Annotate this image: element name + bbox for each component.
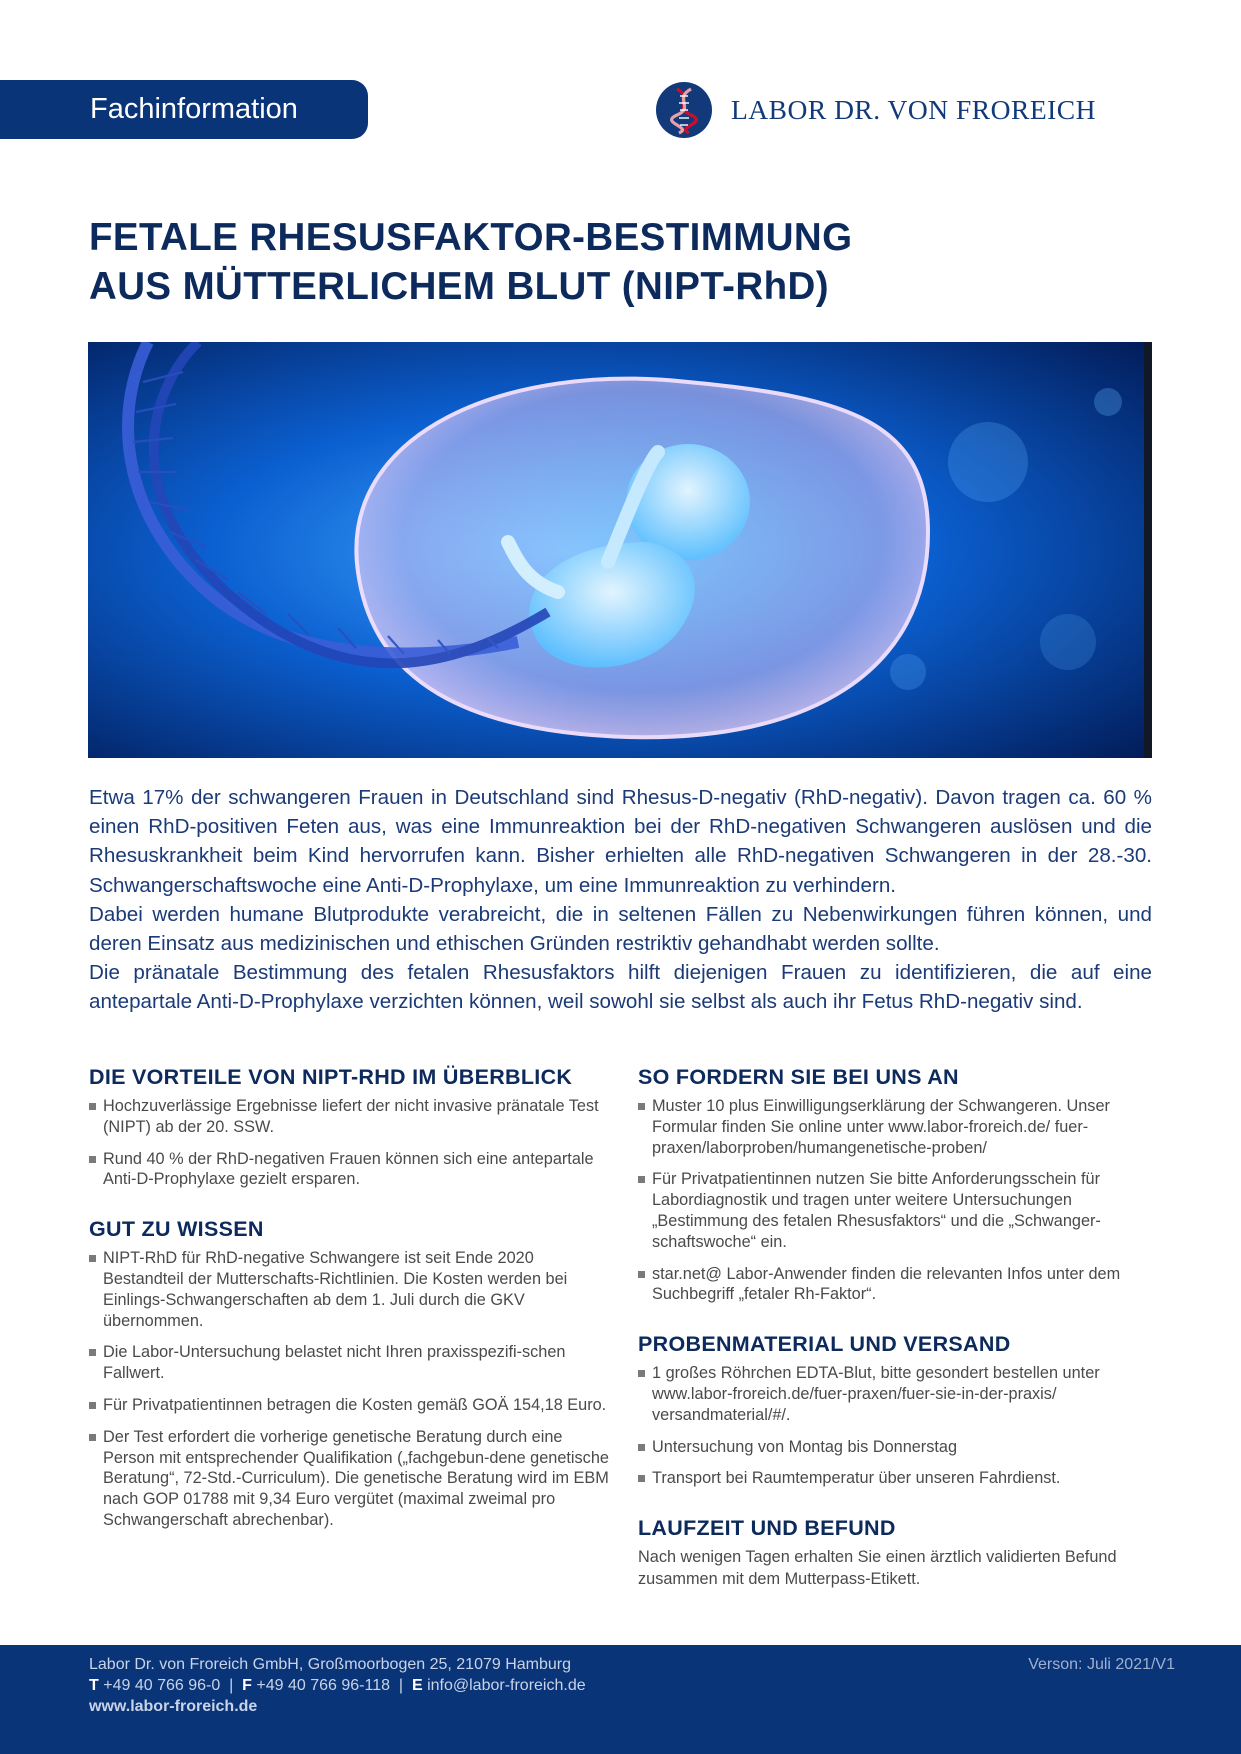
dna-helix-logo-icon: [655, 81, 713, 139]
intro-paragraph-2: Dabei werden humane Blutprodukte verabreicht, die in seltenen Fällen zu Nebenwirkungen führen können, und deren Einsatz aus medizinischen und ethischen Gründen restriktiv gehandhabt werden sollte.: [89, 902, 1152, 956]
section-heading: SO FORDERN SIE BEI UNS AN: [638, 1065, 959, 1089]
fetus-dna-illustration: [88, 342, 1152, 758]
bullet-list: [89, 1096, 609, 1190]
fax-number: +49 40 766 96-118: [256, 1677, 391, 1694]
phone-number: +49 40 766 96-0: [103, 1677, 221, 1694]
bullet-list: [89, 1248, 609, 1531]
bullet-list: [638, 1363, 1158, 1489]
footer-address: Labor Dr. von Froreich GmbH, Großmoorbogen 25, 21079 Hamburg: [89, 1656, 572, 1673]
right-column: [638, 1064, 1158, 1616]
list-item: Untersuchung von Montag bis Donnerstag: [638, 1437, 1158, 1458]
logo-wordmark: LABOR DR. VON FROREICH: [731, 94, 1096, 125]
list-item: Für Privatpatientinnen nutzen Sie bitte Anforderungsschein für Labordiagnostik und tragen unter weitere Untersuchungen „Bestimmung des fetalen Rhesusfaktors“ und die „Schwanger-schaftswoche“ ein.: [638, 1169, 1158, 1252]
email-label: E: [411, 1677, 423, 1694]
list-item: Der Test erfordert die vorherige genetische Beratung durch eine Person mit entsprechender Qualifikation („fachgebun-dene genetische Beratung“, 72-Std.-Curriculum). Die genetische Beratung wird im EBM nach GOP 01788 mit 9,34 Euro vergütet (maximal zweimal pro Schwangerschaft abrechenbar).: [89, 1427, 609, 1531]
intro-paragraph-1: Etwa 17% der schwangeren Frauen in Deutschland sind Rhesus-D-negativ (RhD-negativ). Davon tragen ca. 60 % einen RhD-positiven Feten aus, was eine Immunreaktion bei der RhD-negativen Schwangeren auslösen und die Rhesuskrankheit beim Kind hervorrufen kann. Bisher erhielten alle RhD-negativen Schwangeren in der 28.-30. Schwangerschaftswoche eine Anti-D-Prophylaxe, um eine Immunreaktion zu verhindern.: [89, 786, 1152, 897]
section-heading: GUT ZU WISSEN: [89, 1217, 264, 1242]
page-footer: [0, 1645, 1241, 1754]
list-item: 1 großes Röhrchen EDTA-Blut, bitte gesondert bestellen unter www.labor-froreich.de/fuer-praxen/fuer-sie-in-der-praxis/ versandmaterial/#/.: [638, 1363, 1158, 1425]
fax-label: F: [242, 1677, 252, 1694]
list-item: NIPT-RhD für RhD-negative Schwangere ist seit Ende 2020 Bestandteil der Mutterschafts-Richtlinien. Die Kosten werden bei Einlings-Schwangerschaften ab dem 1. Juli durch die GKV übernommen.: [89, 1248, 609, 1331]
hero-image: [88, 342, 1152, 758]
company-logo: [655, 80, 1096, 140]
left-column: [89, 1064, 609, 1557]
section-heading: PROBENMATERIAL UND VERSAND: [638, 1332, 1011, 1357]
intro-paragraph-3: Die pränatale Bestimmung des fetalen Rhesusfaktors hilft diejenigen Frauen zu identifizieren, die auf eine antepartale Anti-D-Prophylaxe verzichten können, weil sowohl sie selbst als auch ihr Fetus RhD-negativ sind.: [89, 961, 1152, 1014]
intro-text: [89, 783, 1152, 1017]
version-label: Verson: Juli 2021/V1: [1028, 1656, 1175, 1673]
section-heading: LAUFZEIT UND BEFUND: [638, 1516, 896, 1541]
section-probenmaterial: [638, 1331, 1158, 1489]
section-anfordern: [638, 1064, 1158, 1305]
list-item: Hochzuverlässige Ergebnisse liefert der nicht invasive pränatale Test (NIPT) ab der 20. SSW.: [89, 1096, 609, 1138]
list-item: Muster 10 plus Einwilligungserklärung der Schwangeren. Unser Formular finden Sie online unter www.labor-froreich.de/ fuer-praxen/laborproben/humangenetische-proben/: [638, 1096, 1158, 1158]
section-heading: DIE VORTEILE VON NIPT-RHD IM ÜBERBLICK: [89, 1065, 573, 1089]
footer-contact: [89, 1654, 586, 1717]
title-line-2: AUS MÜTTERLICHEM BLUT (NIPT-RhD): [89, 265, 829, 308]
list-item: star.net@ Labor-Anwender finden die relevanten Infos unter dem Suchbegriff „fetaler Rh-Faktor“.: [638, 1264, 1158, 1306]
section-vorteile: [89, 1064, 609, 1190]
list-item: Für Privatpatientinnen betragen die Kosten gemäß GOÄ 154,18 Euro.: [89, 1395, 609, 1416]
document-type-tag: [0, 80, 368, 139]
document-type-label: Fachinformation: [90, 93, 298, 125]
section-laufzeit: [638, 1515, 1158, 1590]
section-gut-zu-wissen: [89, 1216, 609, 1531]
list-item: Rund 40 % der RhD-negativen Frauen können sich eine antepartale Anti-D-Prophylaxe gezielt ersparen.: [89, 1149, 609, 1191]
list-item: Transport bei Raumtemperatur über unseren Fahrdienst.: [638, 1468, 1158, 1489]
list-item: Die Labor-Untersuchung belastet nicht Ihren praxisspezifi-schen Fallwert.: [89, 1342, 609, 1384]
phone-label: T: [89, 1677, 99, 1694]
page-title: [89, 213, 1089, 311]
title-line-1: FETALE RHESUSFAKTOR-BESTIMMUNG: [89, 216, 853, 259]
section-text: Nach wenigen Tagen erhalten Sie einen ärztlich validierten Befund zusammen mit dem Mutterpass-Etikett.: [638, 1548, 1117, 1588]
footer-phone-line: T +49 40 766 96-0 | F +49 40 766 96-118 | E info@labor-froreich.de: [89, 1677, 586, 1694]
website-link[interactable]: www.labor-froreich.de: [89, 1698, 258, 1715]
email-link[interactable]: info@labor-froreich.de: [427, 1677, 586, 1694]
bullet-list: [638, 1096, 1158, 1305]
